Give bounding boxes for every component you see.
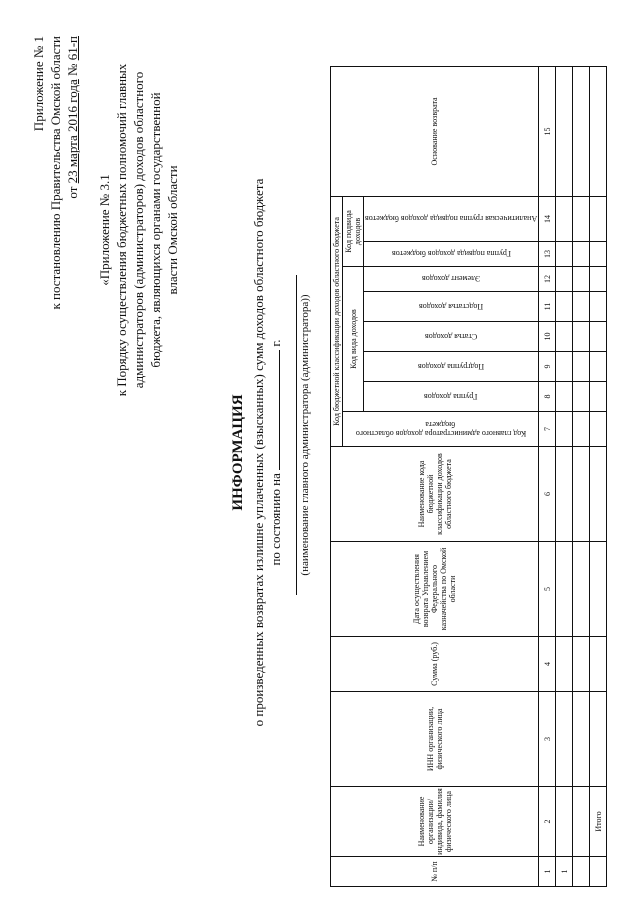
table-cell <box>573 242 590 267</box>
table-cell <box>556 292 573 322</box>
header-article: Статья доходов <box>364 322 539 352</box>
resolution-reference: к постановлению Правительства Омской области <box>48 36 63 310</box>
table-cell <box>573 322 590 352</box>
table-cell <box>573 292 590 322</box>
state-date-line <box>267 0 284 905</box>
column-number: 2 <box>539 787 556 857</box>
table-cell <box>590 196 607 241</box>
column-number: 8 <box>539 382 556 412</box>
table-cell <box>590 322 607 352</box>
table-cell <box>556 322 573 352</box>
header-inn: ИНН организации, физического лица <box>331 692 539 787</box>
total-row <box>590 66 607 886</box>
document-subtitle <box>250 0 284 905</box>
table-cell <box>556 692 573 787</box>
table-header-row-1 <box>331 66 343 886</box>
subtitle-line: о произведенных возвратах излишне уплаченных (взысканных) сумм доходов областного бюджета <box>251 178 266 727</box>
header-admin-code: Код главного администратора доходов областного бюджета <box>343 412 539 447</box>
table-cell <box>573 196 590 241</box>
returns-table <box>330 66 607 887</box>
header-subgroup: Подгруппа доходов <box>364 352 539 382</box>
header-vid: Код вида доходов <box>343 267 364 412</box>
header-date: Дата осуществления возврата Управлением Федерального казначейства по Омской области <box>331 542 539 637</box>
appendix-line-3: администраторов (администраторов) доходов областного <box>131 71 146 389</box>
state-date-blank <box>279 350 280 470</box>
table-cell <box>590 66 607 196</box>
table-cell <box>590 637 607 692</box>
column-number: 15 <box>539 66 556 196</box>
date-value: 23 марта 2016 года <box>65 79 80 184</box>
table-cell <box>556 352 573 382</box>
table-cell <box>590 352 607 382</box>
table-cell <box>590 412 607 447</box>
row-number: 1 <box>556 857 573 887</box>
header-podvid: Код подвида доходов <box>343 196 364 266</box>
table-cell <box>556 66 573 196</box>
column-number: 13 <box>539 242 556 267</box>
table-cell <box>556 412 573 447</box>
table-cell <box>573 447 590 542</box>
number-prefix: № <box>65 63 80 76</box>
table-cell <box>556 637 573 692</box>
table-cell <box>556 542 573 637</box>
table-cell <box>556 196 573 241</box>
date-prefix: от <box>65 186 80 199</box>
appendix-line-5: власти Омской области <box>165 165 180 295</box>
table-cell <box>556 787 573 857</box>
table-cell <box>573 267 590 292</box>
table-cell <box>590 382 607 412</box>
table-cell <box>590 542 607 637</box>
header-code-name: Наименование кода бюджетной классификации доходов областного бюджета <box>331 447 539 542</box>
column-number: 12 <box>539 267 556 292</box>
table-cell <box>556 267 573 292</box>
table-cell <box>573 692 590 787</box>
header-subarticle: Подстатья доходов <box>364 292 539 322</box>
header-sum: Сумма (руб.) <box>331 637 539 692</box>
state-prefix: по состоянию на <box>268 473 283 566</box>
header-num: № п/п <box>331 857 539 887</box>
column-number: 4 <box>539 637 556 692</box>
header-podvid-group: Группа подвида доходов бюджетов <box>364 242 539 267</box>
appendix-header <box>96 40 181 420</box>
table-row <box>573 66 590 886</box>
column-number: 14 <box>539 196 556 241</box>
table-cell <box>590 292 607 322</box>
header-basis: Основание возврата <box>331 66 539 196</box>
resolution-header <box>30 36 81 416</box>
table-cell <box>590 447 607 542</box>
admin-caption: (наименование главного администратора (администратора)) <box>296 275 311 595</box>
appendix-number: Приложение № 1 <box>31 36 46 132</box>
number-value: 61-п <box>65 36 80 61</box>
column-number: 7 <box>539 412 556 447</box>
appendix-line-1: «Приложение № 3.1 <box>97 174 112 286</box>
column-number: 3 <box>539 692 556 787</box>
header-element: Элемент доходов <box>364 267 539 292</box>
table-cell <box>573 412 590 447</box>
table-row <box>556 66 573 886</box>
table-cell <box>573 352 590 382</box>
table-cell <box>573 382 590 412</box>
appendix-line-4: бюджета, являющихся органами государственной <box>148 92 163 368</box>
table-cell <box>590 267 607 292</box>
state-suffix: г. <box>268 339 283 347</box>
total-label: Итого <box>590 787 607 857</box>
table-cell <box>590 857 607 887</box>
table-cell <box>573 637 590 692</box>
table-cell <box>590 692 607 787</box>
header-group: Группа доходов <box>364 382 539 412</box>
column-number: 10 <box>539 322 556 352</box>
column-number: 11 <box>539 292 556 322</box>
table-cell <box>573 66 590 196</box>
table-cell <box>590 242 607 267</box>
table-cell <box>556 447 573 542</box>
column-number: 9 <box>539 352 556 382</box>
header-org: Наименование организации/ индивида, фамилия физического лица <box>331 787 539 857</box>
appendix-line-2: к Порядку осуществления бюджетных полномочий главных <box>114 63 129 397</box>
document-title: ИНФОРМАЦИЯ <box>230 394 246 511</box>
table-cell <box>573 542 590 637</box>
header-analytic: Аналитическая группа подвида доходов бюджетов <box>364 196 539 241</box>
header-kbk: Код бюджетной классификации доходов областного бюджета <box>331 196 343 446</box>
table-cell <box>556 382 573 412</box>
table-cell <box>573 857 590 887</box>
column-number-row <box>539 66 556 886</box>
table-cell <box>573 787 590 857</box>
resolution-date-line <box>64 36 81 416</box>
table-cell <box>556 242 573 267</box>
column-number: 5 <box>539 542 556 637</box>
column-number: 1 <box>539 857 556 887</box>
column-number: 6 <box>539 447 556 542</box>
